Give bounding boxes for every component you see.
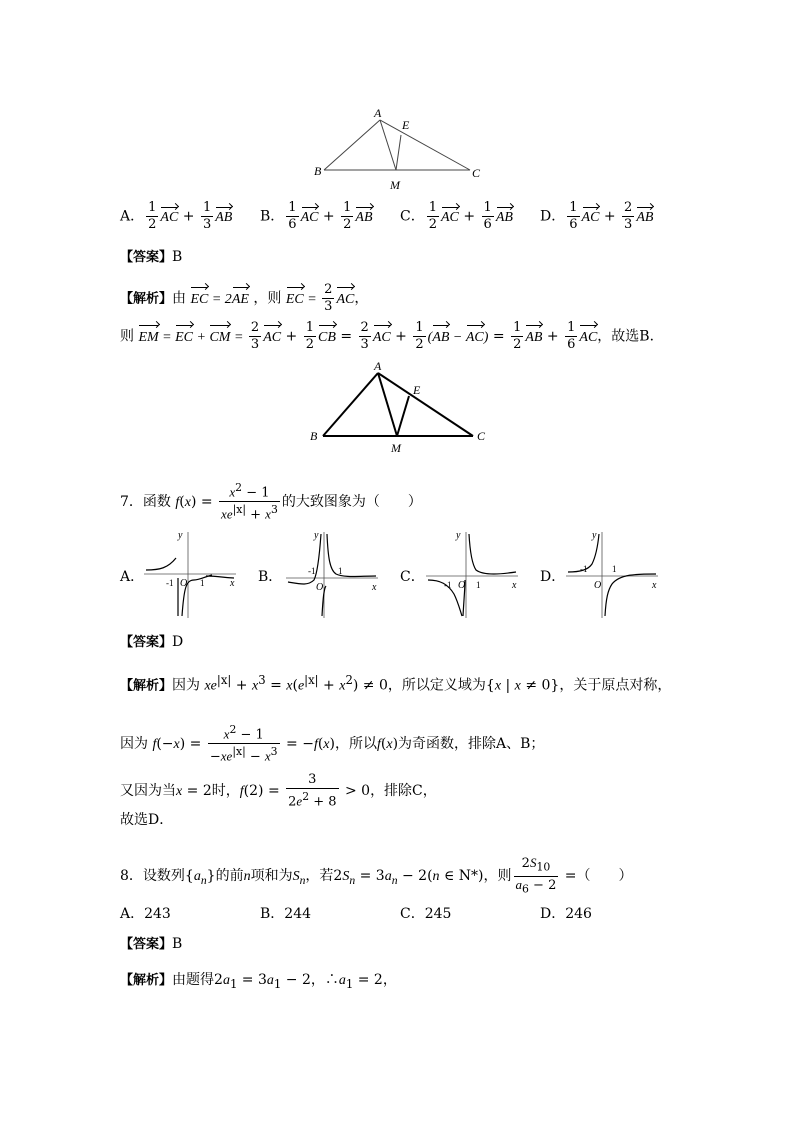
axis-x-label: x [372,582,377,593]
axis-x-label: x [230,578,235,589]
triangle-figure-2 [305,358,495,456]
label-E: E [402,118,410,132]
axis-x-label: x [652,580,657,591]
label-E: E [413,383,421,397]
tick-minus-one: -1 [580,564,588,574]
label-B: B [314,164,322,178]
label-M: M [391,441,401,455]
q8-option-b[interactable]: B．244 [260,906,312,922]
tick-one: 1 [338,566,343,576]
triangle-figure-1 [310,105,490,195]
q7-analysis-line-1: 【解析】因为 $xe^{|x|} + x^3 = x(e^{|x|} + x^2) \ne 0$，所以定义域为{x | x ≠ 0}，关于原点对称， [120,673,672,694]
label-A: A [374,106,382,120]
tick-minus-one: -1 [308,566,316,576]
origin-label: O [594,580,602,591]
tick-one: 1 [200,578,205,588]
q6-option-b[interactable]: B． $\frac{1}{6}$ AC + $\frac{1}{2}$ AB [260,200,373,232]
graph-option-a[interactable] [140,528,240,620]
q7-option-c-letter[interactable]: C． [400,569,425,585]
q7-option-a-letter[interactable]: A． [120,569,145,585]
q7-analysis-line-3: 又因为当x = 2时，f(2) = $\frac{3}{2e^2 + 8}$ > 0，排除C， [120,772,437,810]
graph-option-d[interactable] [562,528,662,620]
graph-option-c[interactable] [422,528,522,620]
tick-one: 1 [476,580,481,590]
label-M: M [390,178,400,192]
q6-analysis-line-1: 【解析】由 EC = 2AE ，则 EC = $\frac{2}{3}$ AC， [120,282,369,314]
axis-x-label: x [512,580,517,591]
q6-analysis-line-2: 则 EM = EC + CM = $\frac{2}{3}$ AC + $\frac{1}{2}$ CB = $\frac{2}{3}$ AC + $\frac{1}{2}$ (AB − AC) = $\frac{1}{2}$ AB + $\frac{1}{6}$ AC，故选B． [120,320,664,352]
label-C: C [472,166,481,180]
tick-minus-one: -1 [166,578,174,588]
q7-option-b-letter[interactable]: B． [258,569,283,585]
q6-option-d[interactable]: D． $\frac{1}{6}$ AC + $\frac{2}{3}$ AB [540,200,654,232]
q7-answer: 【答案】D [120,634,184,650]
q8-option-d[interactable]: D．246 [540,906,592,922]
q8-option-c[interactable]: C．245 [400,906,452,922]
graph-option-b[interactable] [282,528,382,620]
q7-stem: 7．函数 f(x) = $\frac{x^2 - 1}{xe^{|x|} + x^3}$ 的大致图象为（ ） [120,481,422,523]
tick-minus-one: -1 [444,580,452,590]
origin-label: O [180,578,188,589]
axis-y-label: y [178,530,183,541]
q7-analysis-line-2: 因为 f(−x) = $\frac{x^2 - 1}{-xe^{|x|} - x^3}$ = −f(x)，所以f(x)为奇函数，排除A、B； [120,723,545,765]
axis-y-label: y [456,530,461,541]
axis-y-label: y [592,530,597,541]
q8-answer: 【答案】B [120,936,183,952]
tick-one: 1 [612,564,617,574]
q7-option-d-letter[interactable]: D． [540,569,566,585]
q8-stem: 8．设数列$\{a_n\}$的前n项和为$S_n$，若$2S_n = 3a_n - 2(n$ ∈ N*)，则 $\frac{2S_{10}}{a_6 - 2}$ =（ ） [120,855,633,896]
q6-option-c[interactable]: C． $\frac{1}{2}$ AC + $\frac{1}{6}$ AB [400,200,513,232]
q6-option-a[interactable]: A． $\frac{1}{2}$ AC + $\frac{1}{3}$ AB [120,200,233,232]
q7-analysis-line-4: 故选D． [120,812,174,828]
label-A: A [374,359,382,373]
label-C: C [477,429,486,443]
axis-y-label: y [314,530,319,541]
label-B: B [310,429,318,443]
q6-answer: 【答案】B [120,249,183,265]
origin-label: O [458,580,466,591]
q8-option-a[interactable]: A．243 [120,906,171,922]
origin-label: O [316,582,324,593]
q8-analysis-line-1: 【解析】由题得$2a_1 = 3a_1 - 2$，$\therefore a_1 = 2$， [120,972,397,991]
